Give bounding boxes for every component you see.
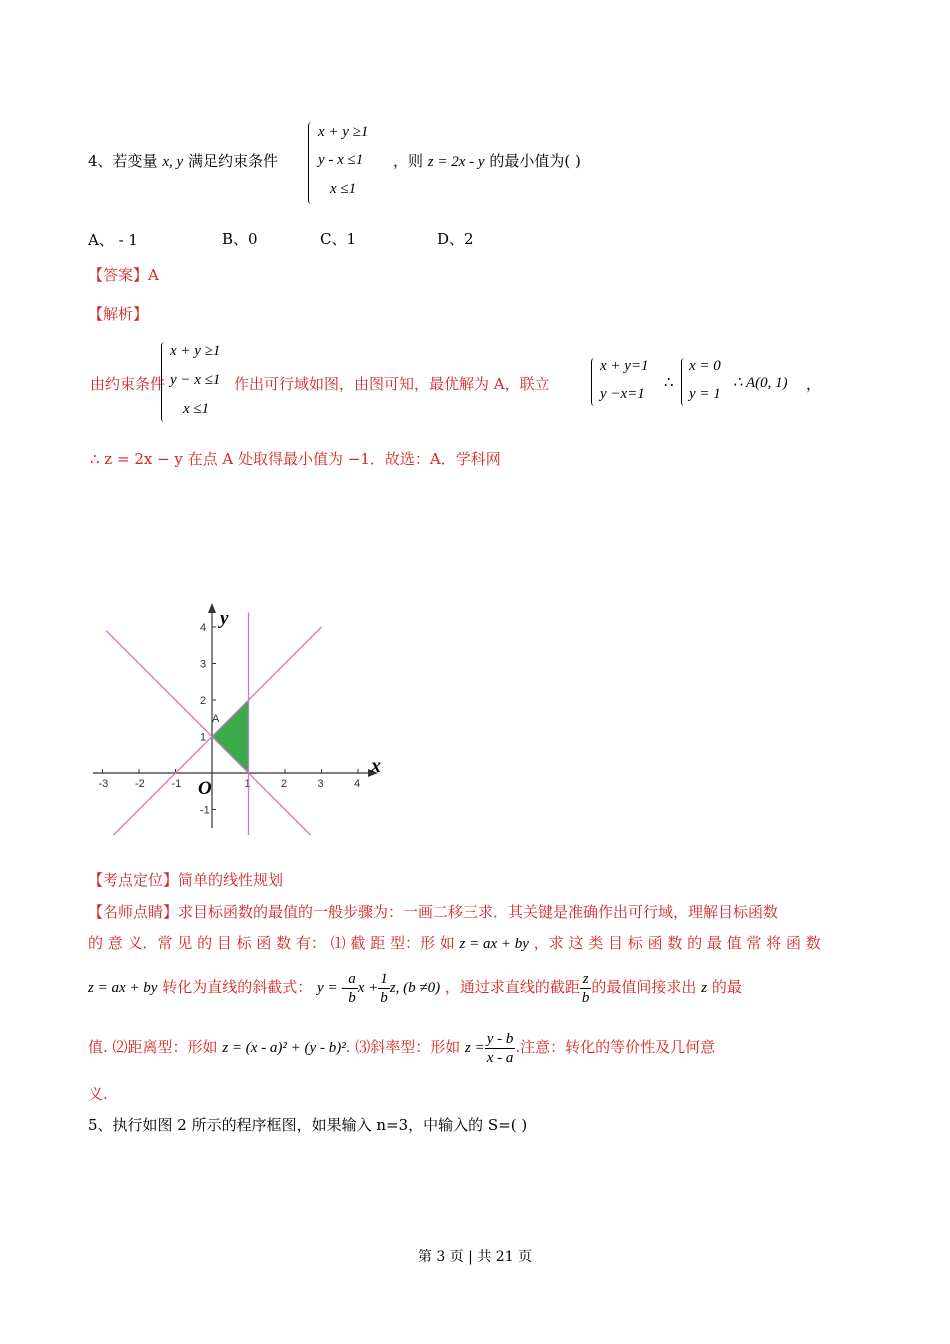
topic-label: 【考点定位】: [88, 871, 179, 889]
analysis-mid: 作出可行域如图，由图可知，最优解为 A，联立: [234, 375, 550, 393]
q4-constraint-1: x + y ≥1: [318, 124, 369, 140]
x-tick-label: 1: [244, 778, 251, 790]
answer-label: 【答案】: [88, 266, 149, 284]
feasible-region-graph: [88, 600, 388, 835]
y-tick-label: -1: [200, 804, 210, 817]
analysis-conclusion: ∴ z = 2x − y 在点 A 处取得最小值为 −1．故选：A．学科网: [90, 450, 501, 468]
tips-z: z: [701, 980, 708, 996]
frac-1-over-b: $\frac{1}{b}$: [380, 970, 388, 1006]
tips-p4: [88, 1025, 715, 1070]
tips-p2: [88, 932, 821, 953]
y-tick-label: 2: [200, 695, 207, 707]
topic-value: 简单的线性规划: [178, 871, 284, 889]
tips-formula-linear-2: z = ax + by: [88, 980, 158, 996]
x-tick-label: 2: [281, 778, 288, 790]
analysis-sol-2: y = 1: [689, 386, 721, 402]
q4-cond-text: 满足约束条件: [187, 152, 278, 170]
analysis-constraint-1: x + y ≥1: [170, 343, 221, 359]
q4-tail: [393, 150, 581, 171]
x-axis-label: x: [371, 755, 381, 777]
tips-text-2a: 的 意 义．常 见 的 目 标 函 数 有： ⑴ 截 距 型：形 如: [88, 934, 455, 952]
x-tick-label: -1: [171, 778, 182, 790]
q4-stem: [88, 150, 278, 171]
y-axis-arrow: [208, 603, 216, 613]
frac-z-over-b: $\frac{z}{b}$: [581, 970, 590, 1006]
tips-slope-eq-a: y = -: [316, 980, 347, 996]
answer: [88, 264, 159, 285]
q4-option-b: B、0: [222, 230, 258, 248]
y-tick-label: 4: [200, 622, 207, 634]
origin-label: O: [198, 778, 212, 799]
tips-text-3b: ，通过求直线的截距: [444, 978, 580, 996]
tips-label: 【名师点睛】: [88, 903, 179, 921]
analysis-lead: 由约束条件: [90, 375, 166, 393]
q4-ask: 的最小值为( ): [489, 152, 581, 170]
tips-text-5: 义.: [88, 1085, 108, 1103]
tips-text-3d: 的最: [711, 978, 742, 996]
tips-text-4b: . ⑶斜率型：形如: [345, 1038, 461, 1056]
x-tick-label: 4: [354, 778, 361, 790]
q4-option-c: C、1: [320, 230, 357, 248]
tips-text-3a: 转化为直线的斜截式：: [162, 978, 313, 996]
q4-option-a: A、 - 1: [88, 231, 138, 249]
tips-text-2b: ，求 这 类 目 标 函 数 的 最 值 常 将 函 数: [533, 934, 821, 952]
analysis-constraint-3: x ≤1: [183, 401, 210, 417]
analysis-eq-1: x + y=1: [600, 358, 649, 374]
feasible-region: [212, 700, 249, 773]
y-tick-label: 1: [200, 731, 207, 744]
point-a-label: A: [212, 713, 220, 725]
tips-text-4a: 值. ⑵距离型：形如: [88, 1038, 218, 1056]
analysis-therefore: ∴: [664, 373, 674, 391]
answer-value: A: [148, 266, 159, 284]
frac-a-over-b: $\frac{a}{b}$: [348, 970, 356, 1006]
x-tick-label: -3: [98, 778, 109, 790]
analysis-eq-2: y −x=1: [600, 386, 645, 402]
q4-vars: x, y: [162, 154, 184, 170]
analysis-sol-1: x = 0: [689, 358, 721, 374]
q4-brace: [308, 122, 315, 204]
tips-text-3c: 的最值间接求出: [591, 978, 697, 996]
tips-slope-eq-c: z, (b ≠0): [389, 980, 441, 996]
analysis-brace-3: [681, 358, 688, 406]
q4-constraint-3: x ≤1: [330, 181, 357, 197]
frac-slope: $\frac{y - b}{x - a}$: [486, 1030, 514, 1066]
y-tick-label: 3: [200, 658, 207, 671]
tips-text-4c: .注意：转化的等价性及几何意: [515, 1038, 716, 1056]
topic: [88, 869, 283, 890]
analysis-brace-2: [591, 358, 598, 406]
page-footer: 第 3 页 | 共 21 页: [417, 1249, 533, 1265]
analysis-label: 【解析】: [88, 305, 149, 323]
tips-slope-eq-b: x +: [357, 980, 379, 996]
q5-stem: 5、执行如图 2 所示的程序框图，如果输入 n=3，中输入的 S=( ): [88, 1116, 528, 1134]
tips-text-1: 求目标函数的最值的一般步骤为：一画二移三求．其关键是准确作出可行域，理解目标函数: [178, 903, 779, 921]
analysis-comma: ，: [806, 375, 822, 393]
tips-slope-z: z =: [465, 1040, 485, 1056]
y-axis-label: y: [220, 608, 229, 629]
q4-then: ，则: [393, 152, 424, 170]
analysis-brace-1: [161, 342, 168, 422]
tips-p1: [88, 901, 778, 922]
tips-formula-linear: z = ax + by: [459, 936, 529, 952]
x-tick-label: 3: [317, 778, 324, 790]
q4-option-d: D、2: [437, 230, 474, 248]
analysis-constraint-2: y − x ≤1: [170, 372, 221, 388]
tips-formula-distance: z = (x - a)² + (y - b)²: [222, 1040, 346, 1056]
line-y-eq-1-minus-x: [106, 631, 321, 835]
q4-number: 4、: [88, 152, 113, 170]
tips-p3: [88, 965, 742, 1010]
q4-objective: z = 2x - y: [427, 154, 485, 170]
q4-lead: 若变量: [112, 152, 158, 170]
analysis-point: ∴ A(0, 1): [733, 375, 788, 391]
x-tick-label: -2: [135, 778, 145, 790]
q4-constraint-2: y - x ≤1: [318, 152, 364, 168]
